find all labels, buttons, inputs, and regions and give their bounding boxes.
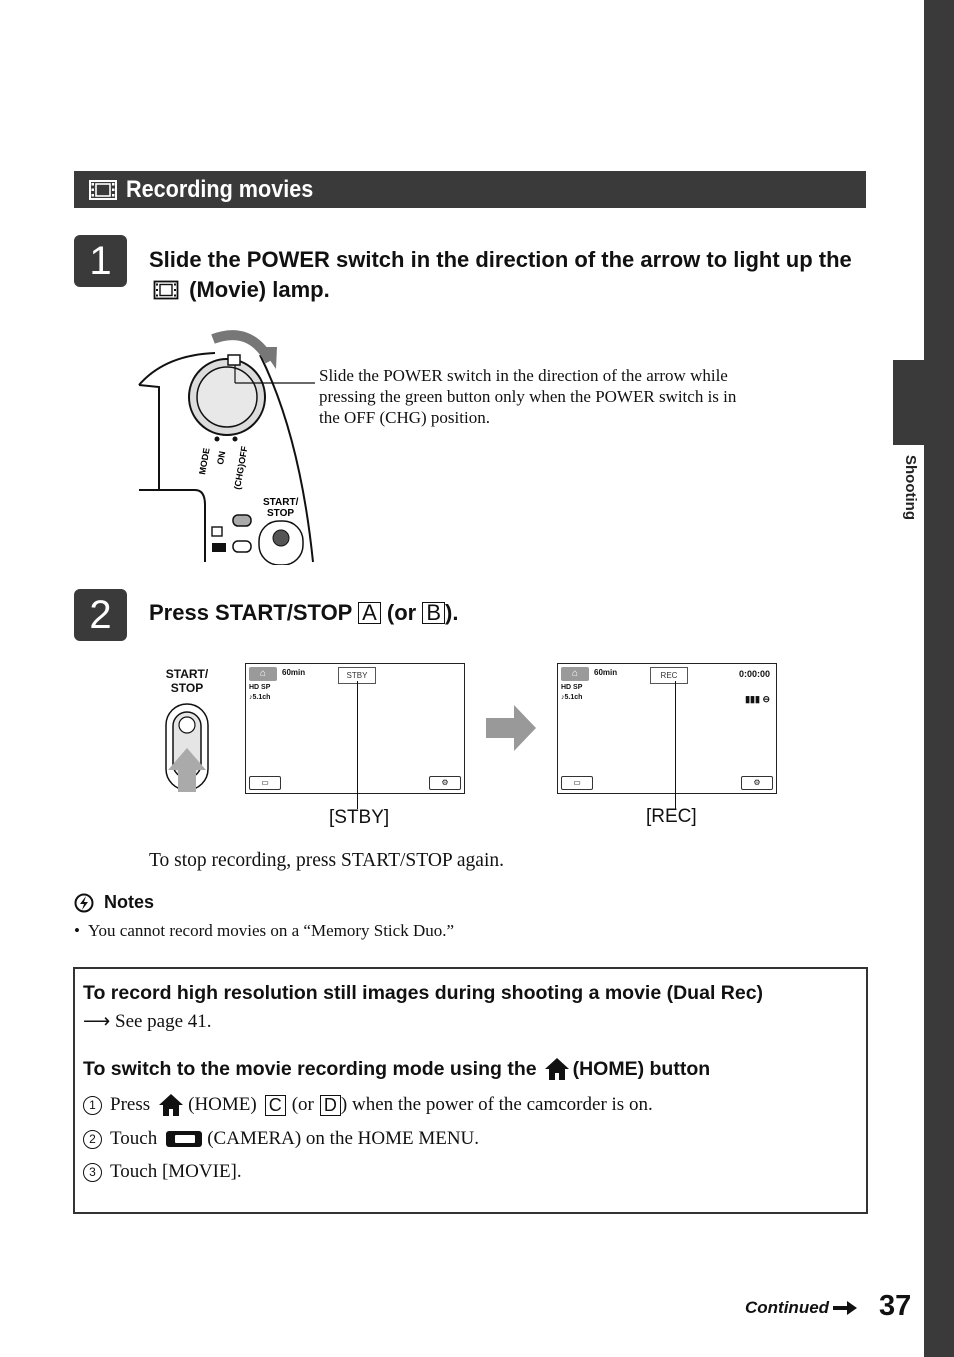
key-b: B (422, 602, 445, 624)
switch-step-3 (83, 1160, 242, 1184)
step-circle-3: 3 (83, 1163, 102, 1182)
time-counter: 0:00:00 (738, 669, 770, 679)
step-2-text-a: Press START/STOP (149, 600, 352, 625)
switch-step-1-text-b: (HOME) (188, 1094, 257, 1115)
switch-mode-heading (83, 1057, 710, 1081)
step-circle-1: 1 (83, 1096, 102, 1115)
playback-button-icon: ▭ (249, 776, 281, 790)
dual-rec-heading: To record high resolution still images during shooting a movie (Dual Rec) (83, 982, 764, 1004)
step-circle-2: 2 (83, 1130, 102, 1149)
chapter-tab-label: Shooting (902, 455, 919, 520)
continued-text: Continued (745, 1298, 830, 1317)
option-button-icon: ⚙ (429, 776, 461, 790)
step-2-text-end: ). (445, 600, 459, 625)
section-heading (74, 171, 866, 208)
tips-box (73, 967, 868, 1214)
battery-indicator: 60min (594, 668, 618, 677)
page-edge-bar (924, 0, 954, 1357)
step-number-1: 1 (74, 235, 127, 287)
switch-step-2-text-b: (CAMERA) on the HOME MENU. (207, 1128, 480, 1149)
switch-step-2 (83, 1127, 479, 1151)
step-1-instruction (149, 245, 879, 305)
notes-item-text: You cannot record movies on a “Memory Stick Duo.” (87, 921, 455, 940)
lcd-screen-standby (245, 663, 465, 794)
stby-status: STBY (338, 667, 376, 684)
stby-label: [STBY] (329, 807, 390, 828)
dual-rec-reference-text: See page 41. (115, 1011, 212, 1032)
notes-heading (74, 892, 154, 913)
battery-indicator: 60min (282, 668, 306, 677)
page-number: 37 (879, 1290, 912, 1322)
continued-arrow-icon (833, 1300, 857, 1316)
off-label: (CHG)OFF (232, 445, 250, 491)
audio-indicator: ♪5.1ch (561, 694, 583, 701)
switch-step-1-text-d: ) when the power of the camcorder is on. (340, 1094, 653, 1115)
mode-label: MODE (197, 447, 212, 476)
switch-step-1-text-a: Press (110, 1094, 151, 1115)
rec-label: [REC] (646, 806, 697, 827)
section-title: Recording movies (126, 175, 314, 203)
film-icon (88, 179, 118, 201)
switch-step-3-text: Touch [MOVIE]. (110, 1161, 242, 1182)
notes-heading-text: Notes (104, 892, 155, 912)
rec-status: REC (650, 667, 688, 684)
dual-rec-reference (83, 1010, 212, 1034)
playback-button-icon: ▭ (561, 776, 593, 790)
option-button-icon: ⚙ (741, 776, 773, 790)
start-stop-label: START/ STOP (165, 667, 209, 695)
arrow-right-icon (486, 705, 536, 751)
home-icon (544, 1057, 570, 1081)
lcd-screen-record (557, 663, 777, 794)
quality-indicator: HD SP (249, 684, 271, 691)
stop-recording-text: To stop recording, press START/STOP again. (149, 850, 504, 871)
audio-indicator: ♪5.1ch (249, 694, 271, 701)
power-switch-callout: Slide the POWER switch in the direction of the arrow while pressing the green button only when the POWER switch is in the OFF (CHG) position. (319, 366, 737, 427)
step-2-instruction (149, 598, 459, 628)
step-1-text-a: Slide the POWER switch in the direction of the arrow to light up the (149, 247, 852, 272)
chapter-tab-block (893, 360, 924, 445)
continued-indicator (745, 1298, 857, 1318)
key-d: D (320, 1095, 341, 1116)
stby-leader-line (357, 681, 358, 809)
notes-warning-icon (74, 893, 94, 913)
svg-text:START/: START/ (263, 497, 299, 508)
svg-text:STOP: STOP (267, 508, 295, 519)
switch-step-2-text-a: Touch (110, 1128, 158, 1149)
quality-indicator: HD SP (561, 684, 583, 691)
notes-item: • You cannot record movies on a “Memory Stick Duo.” (74, 921, 455, 940)
start-stop-button-illustration (160, 700, 216, 795)
key-a: A (358, 602, 381, 624)
on-label: ON (215, 450, 228, 466)
home-button-icon: ⌂ (561, 667, 589, 681)
remaining-indicator-icon: ▮▮▮ ⊖ (745, 694, 770, 704)
step-2-text-mid: (or (386, 600, 417, 625)
step-number-2: 2 (74, 589, 127, 641)
power-switch-illustration (135, 325, 325, 565)
switch-step-1 (83, 1093, 653, 1117)
rec-leader-line (675, 681, 676, 809)
home-button-icon: ⌂ (249, 667, 277, 681)
home-icon (158, 1093, 184, 1117)
camera-icon (165, 1130, 203, 1148)
switch-step-1-text-c: (or (291, 1094, 314, 1115)
reference-arrow-icon: ⟶ (83, 1011, 111, 1032)
step-1-text-b: (Movie) lamp. (189, 277, 330, 302)
switch-heading-text-b: (HOME) button (572, 1057, 711, 1080)
switch-heading-text-a: To switch to the movie recording mode using the (83, 1057, 537, 1080)
key-c: C (265, 1095, 286, 1116)
movie-lamp-icon (153, 280, 179, 300)
